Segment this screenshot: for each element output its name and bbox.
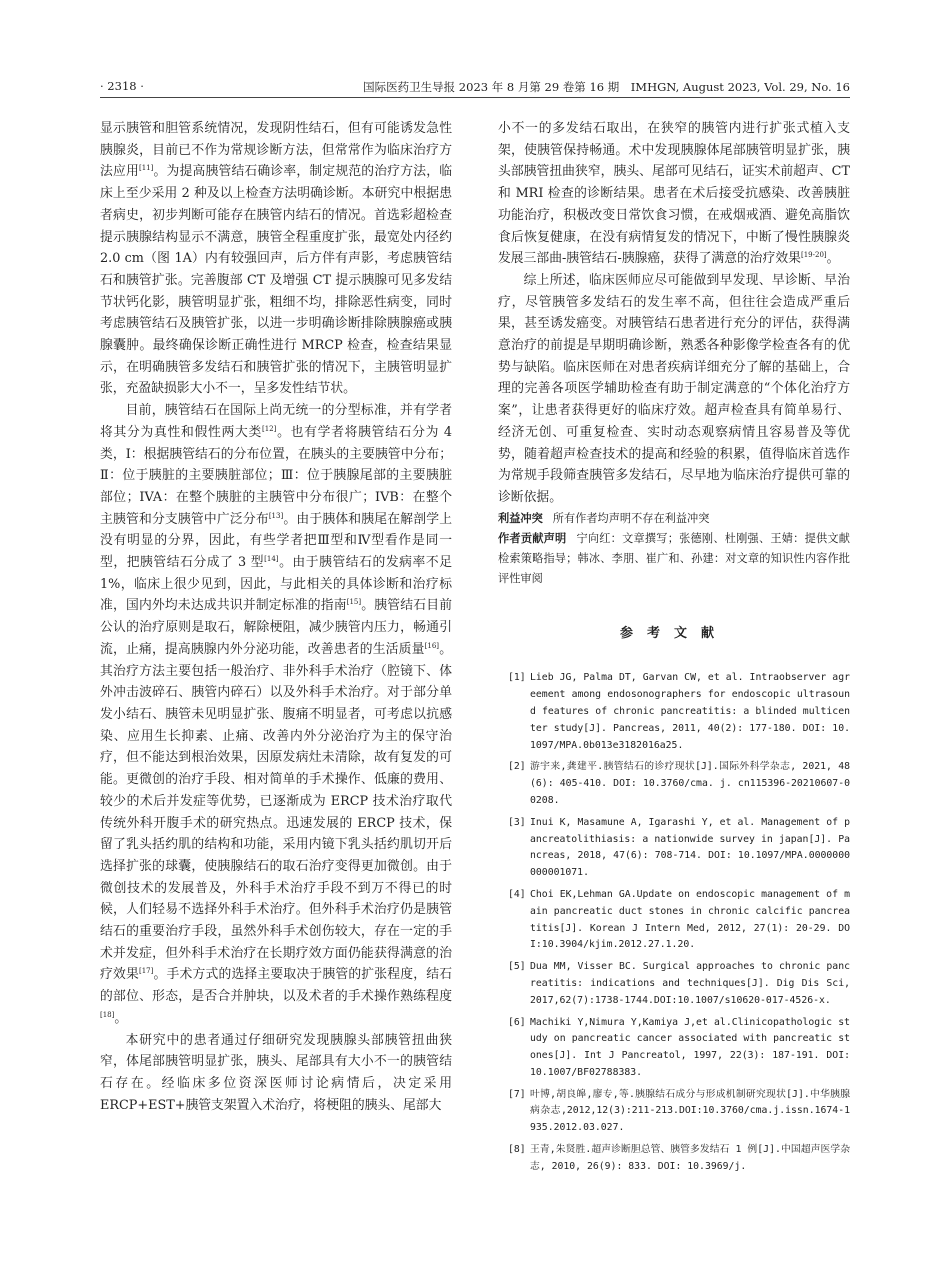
reference-text: Inui K, Masamune A, Igarashi Y, et al. Management of pancreatolithiasis: a nationwide survey in japan[J]. Pancreas, 2018, 47(6): 708-714. DOI: 10.1097/MPA.0000000000001071. bbox=[530, 816, 850, 879]
text-run: 目前，胰管结石在国际上尚无统一的分型标准，并有学者将其分为真性和假性两大类 bbox=[100, 403, 452, 440]
journal-info: 国际医药卫生导报 2023 年 8 月第 29 卷第 16 期 IMHGN, August 2023, Vol. 29, No. 16 bbox=[363, 80, 850, 94]
paragraph bbox=[498, 118, 850, 270]
text-run: 。也有学者将胰管结石分为 4 类，Ⅰ：根据胰管结石的分布位置，在胰头的主要胰管中分布；Ⅱ：位于胰脏的主要胰脏部位；Ⅲ：位于胰腺尾部的主要胰脏部位；IVA：在整个胰脏的主胰管中分布很广；IVB：在整个主胰管和分支胰管中广泛分布 bbox=[100, 424, 452, 527]
text-run: 。由于胰体和胰尾在解剖学上没有明显的分界，因此，有些学者把Ⅲ型和Ⅳ型看作是同一型，把胰管结石分成了 3 型 bbox=[100, 511, 453, 571]
left-column bbox=[100, 118, 452, 1116]
right-column bbox=[498, 118, 850, 1181]
reference-text: Lieb JG, Palma DT, Garvan CW, et al. Intraobserver agreement among endosonographers for endoscopic ultrasound features of chronic pancreatitis: a blinded multicenter study[J]. Pancreas, 2011, 40(2): 177-180. DOI: 10.1097/MPA.0b013e3182016a25. bbox=[530, 672, 850, 751]
paragraph: 本研究中的患者通过仔细研究发现胰腺头部胰管扭曲狭窄，体尾部胰管明显扩张，胰头、尾部具有大小不一的胰管结石存在。经临床多位资深医师讨论病情后，决定采用 ERCP+EST+胰管支架置入术治疗，将梗阻的胰头、尾部大 bbox=[100, 1032, 452, 1113]
reference-number: [5] bbox=[508, 961, 526, 973]
citation: [17] bbox=[138, 967, 154, 976]
reference-text: Dua MM, Visser BC. Surgical approaches to chronic pancreatitis: indications and techniques[J]. Dig Dis Sci, 2017,62(7):1738-1744.DOI:10.1007/s10620-017-4526-x. bbox=[530, 961, 850, 1006]
text-run: 。胰管结石目前公认的治疗原则是取石，解除梗阻，减少胰管内压力，畅通引流，止痛，提高胰腺内外分泌功能，改善患者的生活质量 bbox=[100, 598, 453, 657]
reference-item bbox=[498, 1015, 850, 1082]
page-header bbox=[100, 76, 850, 98]
reference-item bbox=[498, 759, 850, 809]
reference-number: [3] bbox=[508, 816, 526, 828]
conflict-text: 所有作者均声明不存在利益冲突 bbox=[552, 511, 710, 525]
text-run: 显示胰管和胆管系统情况，发现阴性结石，但有可能诱发急性胰腺炎，目前已不作为常规诊断方法，但常常作为临床治疗方法应用 bbox=[100, 121, 452, 180]
reference-text: Choi EK,Lehman GA.Update on endoscopic management of main pancreatic duct stones in chronic calcific pancreatitis[J]. Korean J Intern Med, 2012, 27(1): 20-29. DOI:10.3904/kjim.2012.27.1.20. bbox=[530, 888, 850, 951]
conflict-of-interest bbox=[498, 509, 850, 529]
paragraph: 综上所述，临床医师应尽可能做到早发现、早诊断、早治疗，尽管胰管多发结石的发生率不高，但往往会造成严重后果，甚至诱发癌变。对胰管结石患者进行充分的评估，获得满意治疗的前提是早期明确诊断，熟悉各种影像学检查各有的优势与缺陷。临床医师在对患者疾病详细充分了解的基础上，合理的完善各项医学辅助检查有助于制定满意的“个体化治疗方案”，让患者获得更好的临床疗效。超声检查具有简单易行、经济无创、可重复检查、实时动态观察病情且容易普及等优势，随着超声检查技术的提高和经验的积累，值得临床首选作为常规手段筛查胰管多发结石，尽早地为临床治疗提供可靠的诊断依据。 bbox=[498, 272, 850, 505]
reference-item bbox=[498, 1142, 850, 1176]
reference-text: 游宇来,龚建平.胰管结石的诊疗现状[J].国际外科学杂志, 2021, 48(6): 405-410. DOI: 10.3760/cma. j. cn115396-20210607-00208. bbox=[530, 761, 850, 806]
contribution-text: 宁向红：文章撰写；张德刚、杜刚强、王婧：提供文献检索策略指导；韩冰、李朋、崔广和、孙建：对文章的知识性内容作批评性审阅 bbox=[498, 531, 850, 585]
reference-list bbox=[498, 670, 850, 1175]
references-title: 参考文献 bbox=[619, 625, 728, 641]
citation: [15] bbox=[346, 598, 362, 607]
text-run: 。 bbox=[826, 251, 840, 267]
reference-item bbox=[498, 815, 850, 882]
citation: [16] bbox=[424, 641, 440, 650]
reference-item bbox=[498, 959, 850, 1009]
text-run: 小不一的多发结石取出，在狭窄的胰管内进行扩张式植入支架，使胰管保持畅通。术中发现胰腺体尾部胰管明显扩张，胰头部胰管扭曲狭窄，胰头、尾部可见结石，证实术前超声、CT 和 MRI 检查的诊断结果。患者在术后接受抗感染、改善胰脏功能治疗，积极改变日常饮食习惯，在戒烟戒酒、避免高脂饮食后恢复健康，在没有病情复发的情况下，中断了慢性胰腺炎发展三部曲-胰管结石-胰腺癌，获得了满意的治疗效果 bbox=[498, 121, 850, 267]
author-contribution bbox=[498, 529, 850, 589]
citation: [18] bbox=[100, 1010, 115, 1019]
reference-text: 王青,朱贤胜.超声诊断胆总管、胰管多发结石 1 例[J].中国超声医学杂志, 2010, 26(9): 833. DOI: 10.3969/j. bbox=[530, 1144, 850, 1172]
text-run: 。为提高胰管结石确诊率，制定规范的治疗方法，临床上至少采用 2 种及以上检查方法明确诊断。本研究中根据患者病史，初步判断可能存在胰管内结石的情况。首选彩超检查提示胰腺结构显示不满意，胰管全程重度扩张，最宽处内径约 2.0 cm（图 1A）内有较强回声，后方伴有声影，考虑胰管结石和胰管扩张。完善腹部 CT 及增强 CT 提示胰腺可见多发结节状钙化影，胰管明显扩张，粗细不均，排除恶性病变，同时考虑胰管结石及胰管扩张，以进一步明确诊断排除胰腺癌或胰腺囊肿。最终确保诊断正确性进行 MRCP 检查，检查结果显示，在明确胰管多发结石和胰管扩张的情况下，主胰管明显扩张，充盈缺损影大小不一，呈多发性结节状。 bbox=[100, 164, 453, 397]
citation: [19-20] bbox=[800, 251, 827, 260]
citation: [14] bbox=[264, 555, 279, 564]
reference-number: [4] bbox=[508, 888, 526, 900]
reference-text: Machiki Y,Nimura Y,Kamiya J,et al.Clinicopathologic study on pancreatic cancer associated with pancreatic stones[J]. Int J Pancreatol, 1997, 22(3): 187-191. DOI: 10.1007/BF02788383. bbox=[530, 1016, 850, 1078]
conflict-label: 利益冲突 bbox=[498, 511, 543, 525]
citation: [11] bbox=[138, 164, 154, 173]
page-number: · 2318 · bbox=[100, 79, 144, 93]
reference-number: [8] bbox=[508, 1144, 526, 1156]
text-run: 。其治疗方法主要包括一般治疗、非外科手术治疗（腔镜下、体外冲击波碎石、胰管内碎石）以及外科手术治疗。对于部分单发小结石、胰管未见明显扩张、腹痛不明显者，可考虑以抗感染、应用生长抑素、止痛、改善内外分泌治疗为主的保守治疗，但不能达到根治效果，因原发病灶未清除，故有复发的可能。更微创的治疗手段、相对简单的手术操作、低廉的费用、较少的术后并发症等优势，已逐渐成为 ERCP 技术治疗取代传统外科开腹手术的研究热点。迅速发展的 ERCP 技术，保留了乳头括约肌的结构和功能，采用内镜下乳头括约肌切开后选择扩张的球囊，使胰腺结石的取石治疗变得更加微创。由于微创技术的发展普及，外科手术治疗手段不到万不得已的时候，人们轻易不选择外科手术治疗。但外科手术治疗仍是胰管结石的重要治疗手段，虽然外科手术创伤较大，存在一定的手术并发症，但外科手术治疗在长期疗效方面仍能获得满意的治疗效果 bbox=[100, 641, 453, 983]
reference-number: [6] bbox=[508, 1016, 526, 1028]
reference-text: 叶博,胡良皞,廖专,等.胰腺结石成分与形成机制研究现状[J].中华胰腺病杂志,2012,12(3):211-213.DOI:10.3760/cma.j.issn.1674-1935.2012.03.027. bbox=[530, 1088, 850, 1134]
contribution-label: 作者贡献声明 bbox=[498, 531, 567, 545]
paragraph bbox=[100, 118, 452, 400]
reference-number: [2] bbox=[508, 761, 526, 773]
text-run: 。 bbox=[114, 1010, 128, 1026]
citation: [12] bbox=[262, 424, 277, 433]
reference-number: [7] bbox=[508, 1088, 526, 1100]
reference-number: [1] bbox=[508, 672, 526, 684]
reference-item bbox=[498, 887, 850, 954]
reference-item bbox=[498, 670, 850, 754]
reference-item bbox=[498, 1087, 850, 1137]
citation: [13] bbox=[268, 511, 284, 520]
text-run: 。手术方式的选择主要取决于胰管的扩张程度，结石的部位、形态，是否合并肿块，以及术者的手术操作熟练程度 bbox=[100, 967, 453, 1005]
paragraph bbox=[100, 400, 452, 1029]
text-run: 。由于胰管结石的发病率不足 1%，临床上很少见到，因此，与此相关的具体诊断和治疗标准，国内外均未达成共识并制定标准的指南 bbox=[100, 555, 452, 614]
